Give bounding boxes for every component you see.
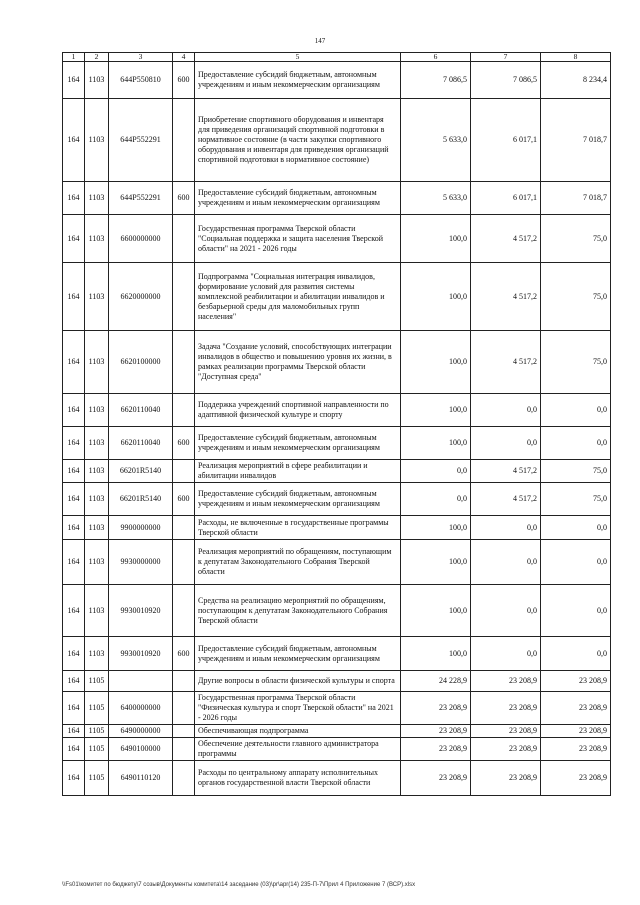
amount-col6-cell: 100,0 — [401, 585, 471, 637]
description-cell: Другие вопросы в области физической культуры и спорта — [195, 671, 401, 692]
target-article-cell: 6490110120 — [109, 761, 173, 796]
table-row — [63, 516, 611, 540]
column-number-5: 5 — [195, 53, 401, 62]
amount-col6-cell: 100,0 — [401, 263, 471, 331]
amount-col6-cell: 5 633,0 — [401, 182, 471, 215]
amount-col7-cell: 4 517,2 — [471, 483, 541, 516]
expense-type-cell — [173, 516, 195, 540]
amount-col6-cell: 100,0 — [401, 331, 471, 394]
section-code-cell: 1103 — [85, 263, 109, 331]
amount-col8-cell: 23 208,9 — [541, 725, 611, 738]
section-code-cell: 1103 — [85, 460, 109, 483]
amount-col6-cell: 100,0 — [401, 637, 471, 671]
section-code-cell: 1103 — [85, 331, 109, 394]
amount-col8-cell: 0,0 — [541, 427, 611, 460]
table-row — [63, 671, 611, 692]
description-cell: Расходы по центральному аппарату исполнительных органов государственной власти Тверской области — [195, 761, 401, 796]
chapter-code-cell: 164 — [63, 331, 85, 394]
chapter-code-cell: 164 — [63, 540, 85, 585]
amount-col6-cell: 100,0 — [401, 427, 471, 460]
expense-type-cell — [173, 761, 195, 796]
amount-col8-cell: 0,0 — [541, 585, 611, 637]
column-number-3: 3 — [109, 53, 173, 62]
table-row — [63, 215, 611, 263]
chapter-code-cell: 164 — [63, 263, 85, 331]
description-cell: Поддержка учреждений спортивной направленности по адаптивной физической культуре и спорту — [195, 394, 401, 427]
page-number: 147 — [314, 37, 326, 45]
description-cell: Подпрограмма "Социальная интеграция инвалидов, формирование условий для развития системы комплексной реабилитации и абилитации инвалидов и безбарьерной среды для маломобильных групп населения" — [195, 263, 401, 331]
amount-col8-cell: 75,0 — [541, 215, 611, 263]
section-code-cell: 1103 — [85, 182, 109, 215]
section-code-cell: 1103 — [85, 99, 109, 182]
expense-type-cell — [173, 215, 195, 263]
expense-type-cell — [173, 585, 195, 637]
chapter-code-cell: 164 — [63, 99, 85, 182]
table-body — [63, 62, 611, 796]
amount-col8-cell: 7 018,7 — [541, 99, 611, 182]
column-number-4: 4 — [173, 53, 195, 62]
amount-col6-cell: 0,0 — [401, 460, 471, 483]
amount-col8-cell: 0,0 — [541, 516, 611, 540]
description-cell: Государственная программа Тверской области "Физическая культура и спорт Тверской области" на 2021 - 2026 годы — [195, 692, 401, 725]
chapter-code-cell: 164 — [63, 692, 85, 725]
amount-col7-cell: 0,0 — [471, 637, 541, 671]
target-article-cell: 6620110040 — [109, 394, 173, 427]
amount-col8-cell: 0,0 — [541, 540, 611, 585]
expense-type-cell: 600 — [173, 62, 195, 99]
target-article-cell: 6600000000 — [109, 215, 173, 263]
amount-col6-cell: 100,0 — [401, 540, 471, 585]
description-cell: Реализация мероприятий в сфере реабилитации и абилитации инвалидов — [195, 460, 401, 483]
section-code-cell: 1103 — [85, 516, 109, 540]
description-cell: Реализация мероприятий по обращениям, поступающим к депутатам Законодательного Собрания Тверской области — [195, 540, 401, 585]
chapter-code-cell: 164 — [63, 483, 85, 516]
expense-type-cell — [173, 331, 195, 394]
target-article-cell: 66201R5140 — [109, 483, 173, 516]
table-row — [63, 331, 611, 394]
amount-col7-cell: 23 208,9 — [471, 738, 541, 761]
amount-col7-cell: 0,0 — [471, 516, 541, 540]
column-number-7: 7 — [471, 53, 541, 62]
amount-col7-cell: 23 208,9 — [471, 761, 541, 796]
section-code-cell: 1103 — [85, 540, 109, 585]
amount-col6-cell: 100,0 — [401, 215, 471, 263]
target-article-cell: 644P550810 — [109, 62, 173, 99]
column-number-header-row — [63, 53, 611, 62]
description-cell: Приобретение спортивного оборудования и инвентаря для приведения организаций спортивной подготовки в нормативное состояние (в части закупки спортивного оборудования и инвентаря для приведения организаций спортивной подготовки в нормативное состояние) — [195, 99, 401, 182]
chapter-code-cell: 164 — [63, 637, 85, 671]
expense-type-cell — [173, 692, 195, 725]
description-cell: Государственная программа Тверской области "Социальная поддержка и защита населения Тверской области" на 2021 - 2026 годы — [195, 215, 401, 263]
table-row — [63, 761, 611, 796]
amount-col7-cell: 0,0 — [471, 540, 541, 585]
target-article-cell: 6490100000 — [109, 738, 173, 761]
file-path-footer: \\Fs01\комитет по бюджету\7 созыв\Документы комитета\14 заседание (03)\pr\apr(14) 235-П-7\Прил 4 Приложение 7 (ВСР).xlsx — [62, 882, 416, 888]
chapter-code-cell: 164 — [63, 761, 85, 796]
expense-type-cell: 600 — [173, 637, 195, 671]
amount-col7-cell: 4 517,2 — [471, 263, 541, 331]
target-article-cell: 9930010920 — [109, 585, 173, 637]
amount-col8-cell: 8 234,4 — [541, 62, 611, 99]
amount-col7-cell: 6 017,1 — [471, 182, 541, 215]
description-cell: Предоставление субсидий бюджетным, автономным учреждениям и иным некоммерческим организациям — [195, 483, 401, 516]
table-row — [63, 62, 611, 99]
table-row — [63, 738, 611, 761]
chapter-code-cell: 164 — [63, 738, 85, 761]
table-row — [63, 637, 611, 671]
amount-col6-cell: 100,0 — [401, 516, 471, 540]
table-row — [63, 483, 611, 516]
description-cell: Обеспечение деятельности главного администратора программы — [195, 738, 401, 761]
description-cell: Расходы, не включенные в государственные программы Тверской области — [195, 516, 401, 540]
expense-type-cell — [173, 671, 195, 692]
description-cell: Средства на реализацию мероприятий по обращениям, поступающим к депутатам Законодательного Собрания Тверской области — [195, 585, 401, 637]
section-code-cell: 1103 — [85, 585, 109, 637]
amount-col7-cell: 23 208,9 — [471, 692, 541, 725]
description-cell: Задача "Создание условий, способствующих интеграции инвалидов в общество и повышению уровня их жизни, в рамках реализации программы Тверской области "Доступная среда" — [195, 331, 401, 394]
table-row — [63, 99, 611, 182]
amount-col6-cell: 23 208,9 — [401, 738, 471, 761]
target-article-cell: 644P552291 — [109, 99, 173, 182]
table-row — [63, 460, 611, 483]
target-article-cell — [109, 671, 173, 692]
expense-type-cell — [173, 394, 195, 427]
description-cell: Предоставление субсидий бюджетным, автономным учреждениям и иным некоммерческим организациям — [195, 637, 401, 671]
expense-type-cell — [173, 99, 195, 182]
section-code-cell: 1105 — [85, 692, 109, 725]
amount-col7-cell: 6 017,1 — [471, 99, 541, 182]
section-code-cell: 1103 — [85, 62, 109, 99]
description-cell: Предоставление субсидий бюджетным, автономным учреждениям и иным некоммерческим организациям — [195, 427, 401, 460]
chapter-code-cell: 164 — [63, 671, 85, 692]
table-row — [63, 263, 611, 331]
column-number-2: 2 — [85, 53, 109, 62]
chapter-code-cell: 164 — [63, 215, 85, 263]
expense-type-cell — [173, 540, 195, 585]
section-code-cell: 1105 — [85, 671, 109, 692]
table-row — [63, 427, 611, 460]
table-row — [63, 725, 611, 738]
chapter-code-cell: 164 — [63, 62, 85, 99]
amount-col8-cell: 75,0 — [541, 460, 611, 483]
amount-col7-cell: 4 517,2 — [471, 215, 541, 263]
expense-type-cell — [173, 263, 195, 331]
target-article-cell: 9930000000 — [109, 540, 173, 585]
section-code-cell: 1103 — [85, 637, 109, 671]
section-code-cell: 1103 — [85, 483, 109, 516]
expense-type-cell — [173, 460, 195, 483]
amount-col6-cell: 23 208,9 — [401, 725, 471, 738]
amount-col6-cell: 24 228,9 — [401, 671, 471, 692]
target-article-cell: 644P552291 — [109, 182, 173, 215]
amount-col8-cell: 75,0 — [541, 331, 611, 394]
section-code-cell: 1105 — [85, 738, 109, 761]
amount-col6-cell: 7 086,5 — [401, 62, 471, 99]
expense-type-cell — [173, 725, 195, 738]
chapter-code-cell: 164 — [63, 182, 85, 215]
section-code-cell: 1103 — [85, 394, 109, 427]
target-article-cell: 66201R5140 — [109, 460, 173, 483]
section-code-cell: 1103 — [85, 427, 109, 460]
target-article-cell: 9930010920 — [109, 637, 173, 671]
section-code-cell: 1105 — [85, 761, 109, 796]
amount-col8-cell: 23 208,9 — [541, 761, 611, 796]
target-article-cell: 6490000000 — [109, 725, 173, 738]
amount-col8-cell: 23 208,9 — [541, 671, 611, 692]
target-article-cell: 9900000000 — [109, 516, 173, 540]
amount-col7-cell: 0,0 — [471, 585, 541, 637]
table-row — [63, 692, 611, 725]
chapter-code-cell: 164 — [63, 585, 85, 637]
target-article-cell: 6400000000 — [109, 692, 173, 725]
column-number-1: 1 — [63, 53, 85, 62]
amount-col8-cell: 0,0 — [541, 394, 611, 427]
amount-col7-cell: 0,0 — [471, 427, 541, 460]
target-article-cell: 6620110040 — [109, 427, 173, 460]
amount-col6-cell: 5 633,0 — [401, 99, 471, 182]
table-row — [63, 540, 611, 585]
amount-col8-cell: 23 208,9 — [541, 692, 611, 725]
amount-col6-cell: 0,0 — [401, 483, 471, 516]
budget-table — [62, 52, 611, 796]
amount-col6-cell: 23 208,9 — [401, 692, 471, 725]
table-row — [63, 585, 611, 637]
amount-col7-cell: 4 517,2 — [471, 460, 541, 483]
amount-col7-cell: 7 086,5 — [471, 62, 541, 99]
description-cell: Предоставление субсидий бюджетным, автономным учреждениям и иным некоммерческим организациям — [195, 182, 401, 215]
section-code-cell: 1105 — [85, 725, 109, 738]
amount-col8-cell: 75,0 — [541, 263, 611, 331]
description-cell: Обеспечивающая подпрограмма — [195, 725, 401, 738]
amount-col7-cell: 0,0 — [471, 394, 541, 427]
expense-type-cell: 600 — [173, 427, 195, 460]
chapter-code-cell: 164 — [63, 394, 85, 427]
chapter-code-cell: 164 — [63, 460, 85, 483]
column-number-6: 6 — [401, 53, 471, 62]
column-number-8: 8 — [541, 53, 611, 62]
expense-type-cell: 600 — [173, 182, 195, 215]
amount-col7-cell: 23 208,9 — [471, 725, 541, 738]
table-row — [63, 182, 611, 215]
amount-col7-cell: 23 208,9 — [471, 671, 541, 692]
chapter-code-cell: 164 — [63, 516, 85, 540]
expense-type-cell: 600 — [173, 483, 195, 516]
amount-col8-cell: 7 018,7 — [541, 182, 611, 215]
target-article-cell: 6620100000 — [109, 331, 173, 394]
section-code-cell: 1103 — [85, 215, 109, 263]
amount-col8-cell: 23 208,9 — [541, 738, 611, 761]
description-cell: Предоставление субсидий бюджетным, автономным учреждениям и иным некоммерческим организациям — [195, 62, 401, 99]
amount-col6-cell: 100,0 — [401, 394, 471, 427]
chapter-code-cell: 164 — [63, 427, 85, 460]
target-article-cell: 6620000000 — [109, 263, 173, 331]
table-row — [63, 394, 611, 427]
chapter-code-cell: 164 — [63, 725, 85, 738]
amount-col7-cell: 4 517,2 — [471, 331, 541, 394]
expense-type-cell — [173, 738, 195, 761]
amount-col8-cell: 0,0 — [541, 637, 611, 671]
amount-col8-cell: 75,0 — [541, 483, 611, 516]
amount-col6-cell: 23 208,9 — [401, 761, 471, 796]
